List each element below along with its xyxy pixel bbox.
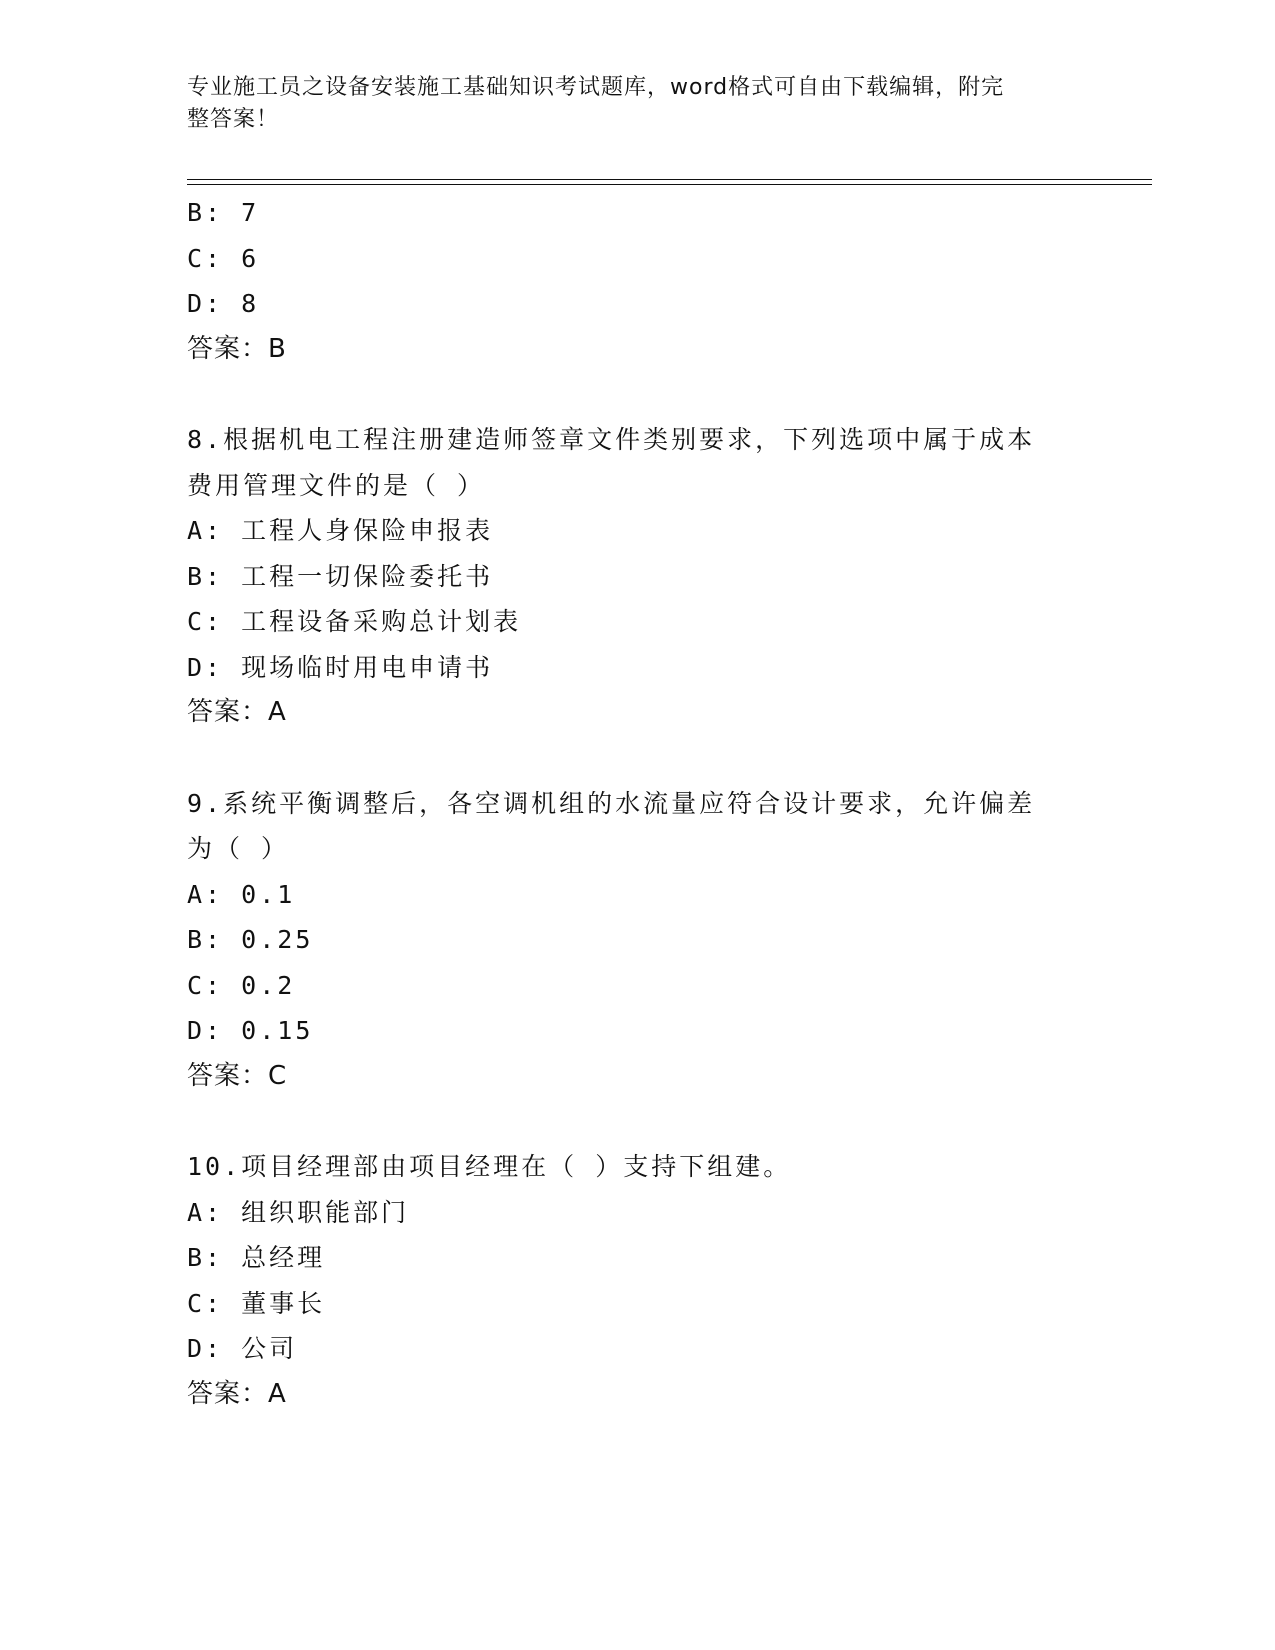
header-divider-top — [187, 179, 1152, 180]
question-list — [187, 190, 1067, 1417]
question-fragment — [187, 190, 1067, 372]
answer-line: 答案：C — [187, 1060, 288, 1091]
header-line-1: 专业施工员之设备安装施工基础知识考试题库，word格式可自由下载编辑，附完 — [187, 75, 1005, 100]
option-c: C: 董事长 — [187, 1288, 326, 1318]
option-b: B: 0.25 — [187, 925, 314, 954]
question-8 — [187, 417, 1067, 736]
option-a: A: 0.1 — [187, 879, 296, 909]
document-header — [187, 72, 1067, 136]
option-b: B: 总经理 — [187, 1243, 326, 1272]
option-c: C: 工程设备采购总计划表 — [187, 607, 522, 636]
option-d: D: 0.15 — [187, 1016, 314, 1045]
option-d: D: 8 — [187, 289, 260, 318]
option-b: B: 工程一切保险委托书 — [187, 561, 494, 591]
answer-line: 答案：A — [187, 697, 287, 727]
question-text-line: 费用管理文件的是（ ） — [187, 470, 486, 500]
question-9 — [187, 781, 1067, 1100]
option-a: A: 组织职能部门 — [187, 1197, 410, 1227]
question-text-line: 为（ ） — [187, 834, 290, 863]
option-d: D: 现场临时用电申请书 — [187, 652, 494, 682]
question-10 — [187, 1144, 1067, 1417]
option-c: C: 6 — [187, 243, 260, 273]
header-divider-bottom — [187, 184, 1152, 185]
answer-line: 答案：A — [187, 1378, 287, 1409]
header-line-2: 整答案！ — [187, 107, 280, 132]
option-c: C: 0.2 — [187, 970, 296, 1000]
option-b: B: 7 — [187, 198, 260, 227]
question-text-line: 8.根据机电工程注册建造师签章文件类别要求，下列选项中属于成本 — [187, 425, 1036, 454]
option-a: A: 工程人身保险申报表 — [187, 516, 494, 545]
question-text-line: 9.系统平衡调整后，各空调机组的水流量应符合设计要求，允许偏差 — [187, 788, 1036, 818]
answer-line: 答案：B — [187, 333, 287, 364]
question-text-line: 10.项目经理部由项目经理在（ ）支持下组建。 — [187, 1152, 792, 1181]
option-d: D: 公司 — [187, 1334, 298, 1363]
